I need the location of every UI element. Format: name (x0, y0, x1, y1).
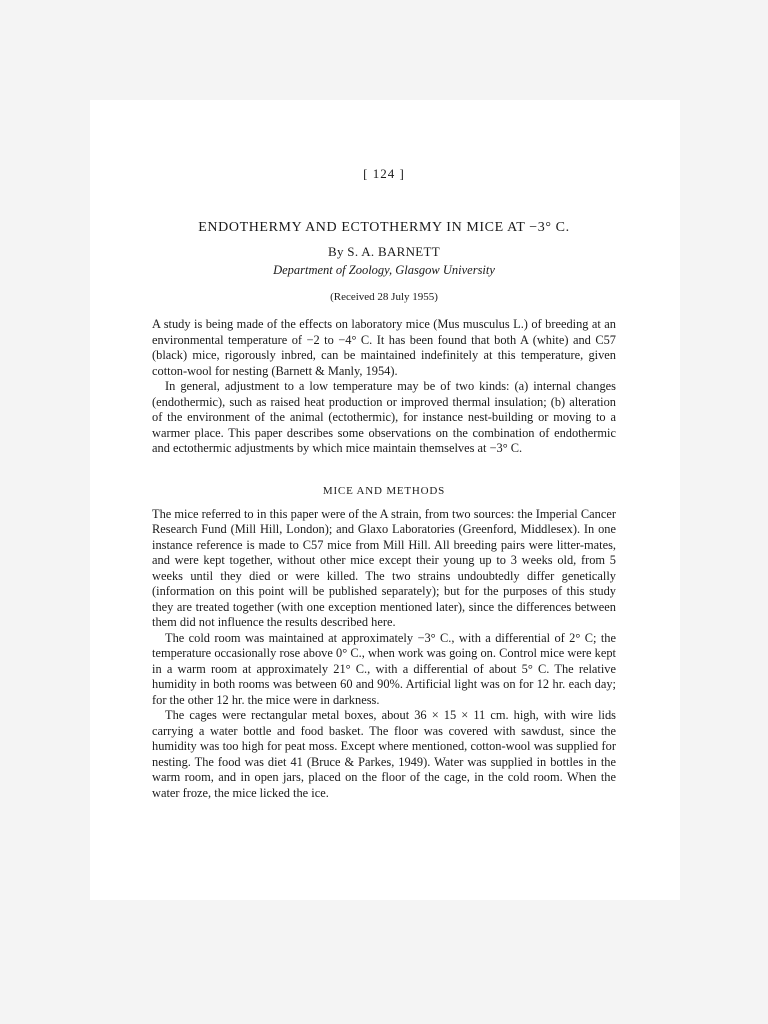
article-content (152, 160, 616, 801)
methods-section (152, 507, 616, 802)
methods-paragraph-3: The cages were rectangular metal boxes, about 36 × 15 × 11 cm. high, with wire lids carrying a water bottle and food basket. The floor was covered with sawdust, since the humidity was too high for peat moss. Except where mentioned, cotton-wool was supplied for nesting. The food was diet 41 (Bruce & Parkes, 1949). Water was supplied in bottles in the warm room, and in open jars, placed on the floor of the cage, in the cold room. When the water froze, the mice licked the ice. (152, 708, 616, 800)
introduction-section (152, 317, 616, 457)
methods-paragraph-2: The cold room was maintained at approximately −3° C., with a differential of 2° C; the temperature occasionally rose above 0° C., when work was going on. Control mice were kept in a warm room at approximately 21° C., with a differential of about 5° C. The relative humidity in both rooms was between 60 and 90%. Artificial light was on for 12 hr. each day; for the other 12 hr. the mice were in darkness. (152, 630, 616, 707)
intro-paragraph-2: In general, adjustment to a low temperature may be of two kinds: (a) internal changes (endothermic), such as raised heat production or improved thermal insulation; (b) alteration of the environment of the animal (ectothermic), for instance nest-building or moving to a warmer place. This paper describes some observations on the combination of endothermic and ectothermic adjustments by which mice maintain themselves at −3° C. (152, 379, 616, 455)
article-author: By S. A. BARNETT (327, 244, 441, 259)
article-title: ENDOTHERMY AND ECTOTHERMY IN MICE AT −3° C. (198, 220, 570, 235)
intro-paragraph-1: A study is being made of the effects on laboratory mice (Mus musculus L.) of breeding at an environmental temperature of −2 to −4° C. It has been found that both A (white) and C57 (black) mice, rigorously inbred, can be maintained indefinitely at this temperature, given cotton-wool for nesting (Barnett & Manly, 1954). (152, 317, 616, 378)
received-date: (Received 28 July 1955) (330, 291, 438, 303)
page-number: [ 124 ] (363, 166, 405, 181)
article-affiliation: Department of Zoology, Glasgow University (273, 263, 495, 277)
section-heading-methods: MICE AND METHODS (322, 484, 446, 497)
methods-paragraph-1: The mice referred to in this paper were of the A strain, from two sources: the Imperial Cancer Research Fund (Mill Hill, London); and Glaxo Laboratories (Greenford, Middlesex). In one instance reference is made to C57 mice from Mill Hill. All breeding pairs were litter-mates, and were kept together, without other mice except their young up to 3 weeks old, from 5 weeks until they died or were killed. The two strains undoubtedly differ genetically (information on this point will be published separately); but for the purposes of this study they are treated together (with one exception mentioned later), since the differences between them did not influence the results described here. (152, 506, 616, 629)
